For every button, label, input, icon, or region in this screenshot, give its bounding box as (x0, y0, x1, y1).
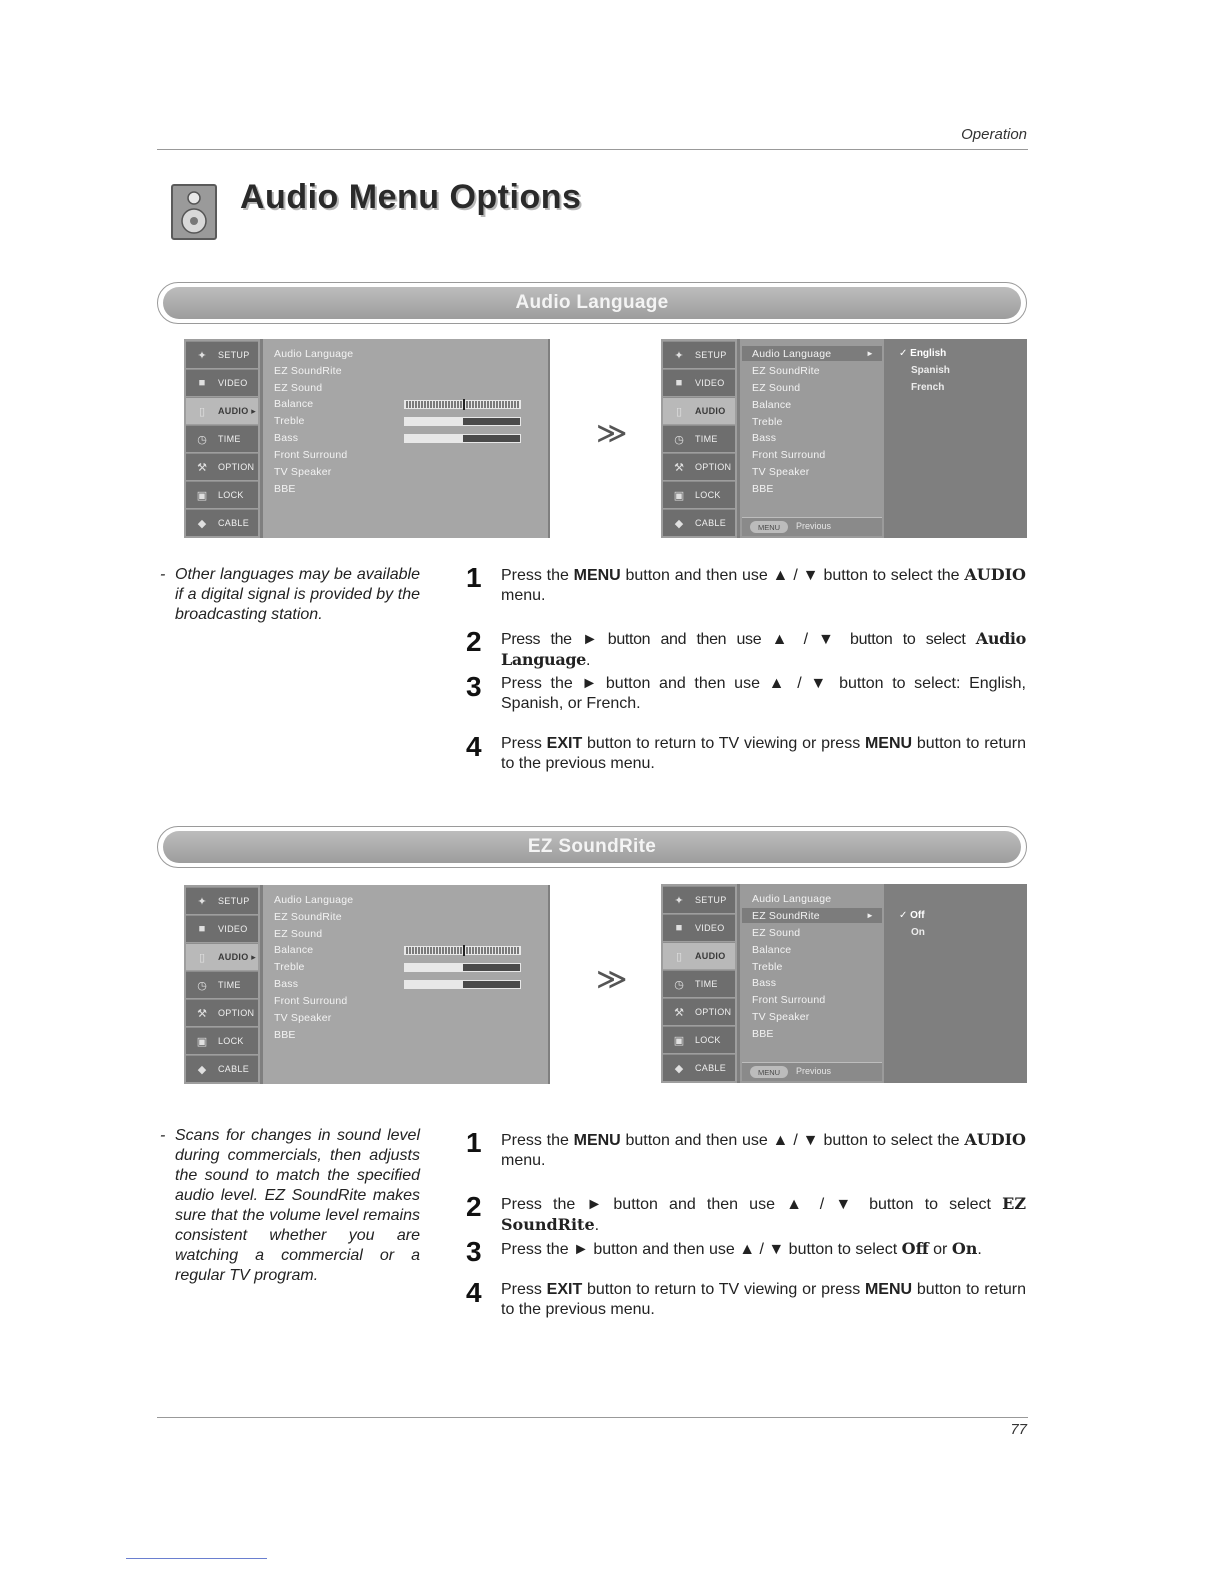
osd-menu-item: Treble (752, 961, 783, 973)
osd-sidebar-option: ⚒ OPTION (186, 453, 258, 480)
osd-audio-language-submenu (661, 339, 1027, 538)
step-4 (466, 731, 1027, 776)
osd-menu-item: Treble (274, 415, 305, 427)
clock-icon: ◷ (674, 978, 684, 991)
osd-sidebar-cable: ◆ CABLE (186, 509, 258, 536)
note-text: Other languages may be available if a digital signal is provided by the broadcasting station. (175, 566, 420, 623)
clock-icon: ◷ (197, 979, 207, 992)
bass-slider (404, 980, 521, 989)
option-spanish: Spanish (911, 365, 950, 376)
step-text: Press the ► button and then use ▲ / ▼ button to select: English, Spanish, or French. (501, 675, 1026, 712)
osd-previous-bar (742, 1062, 882, 1081)
osd-sidebar-lock: ▣ LOCK (663, 1026, 735, 1053)
osd-sidebar (184, 885, 260, 1084)
option-french: French (911, 382, 945, 393)
cable-icon: ◆ (674, 517, 684, 530)
page-title: Audio Menu Options (240, 178, 582, 216)
setup-icon: ✦ (674, 894, 684, 907)
osd-menu-item: EZ SoundRite (274, 365, 342, 377)
osd-sidebar-option: ⚒ OPTION (186, 999, 258, 1026)
balance-slider (404, 400, 521, 409)
wrench-icon: ⚒ (674, 461, 684, 474)
osd-menu-item: Audio Language (752, 348, 832, 360)
osd-sidebar-cable: ◆ CABLE (663, 509, 735, 536)
treble-slider (404, 963, 521, 972)
audio-icon: ▯ (675, 405, 683, 418)
banner-title: EZ SoundRite (527, 836, 657, 857)
bass-slider (404, 434, 521, 443)
osd-sidebar-audio: ▯ AUDIO ▸ (186, 397, 258, 424)
video-icon: ■ (675, 922, 683, 934)
setup-icon: ✦ (197, 895, 207, 908)
osd-menu-item: Balance (752, 944, 792, 956)
osd-sidebar-video: ■ VIDEO (186, 915, 258, 942)
osd-menu-item: Bass (752, 977, 777, 989)
osd-menu-item: BBE (274, 1029, 296, 1041)
step-number: 2 (466, 626, 482, 657)
audio-icon: ▯ (198, 405, 206, 418)
osd-menu-panel (740, 339, 884, 538)
submenu-arrow-icon: ► (866, 349, 874, 358)
step-text: Press the MENU button and then use ▲ / ▼ button to select the AUDIO menu. (501, 1130, 1026, 1169)
video-icon: ■ (198, 923, 206, 935)
running-header: Operation (961, 126, 1027, 143)
osd-menu-item: BBE (274, 483, 296, 495)
osd-sidebar-cable: ◆ CABLE (663, 1054, 735, 1081)
osd-sidebar (661, 339, 737, 538)
osd-menu-item: Bass (752, 432, 777, 444)
option-on: On (911, 927, 925, 938)
speaker-icon (170, 183, 220, 241)
clock-icon: ◷ (197, 433, 207, 446)
osd-menu-item: BBE (752, 483, 774, 495)
osd-menu-item: Audio Language (274, 894, 354, 906)
osd-menu-panel (740, 884, 884, 1083)
osd-sidebar (184, 339, 260, 538)
note-text: Scans for changes in sound level during commercials, then adjusts the sound to match the specified audio level. EZ SoundRite makes sure that the volume level remains consistent whether you are watching a commercial or a regular TV program. (175, 1127, 420, 1284)
osd-sidebar-lock: ▣ LOCK (663, 481, 735, 508)
osd-menu-item: TV Speaker (752, 466, 810, 478)
osd-menu-item: Balance (752, 399, 792, 411)
submenu-arrow-icon: ► (866, 911, 874, 920)
osd-menu-item: Audio Language (752, 893, 832, 905)
step-text: Press EXIT button to return to TV viewing or press MENU button to return to the previous menu. (501, 735, 1027, 772)
audio-icon: ▯ (675, 950, 683, 963)
step-number: 4 (466, 731, 482, 762)
menu-key-icon: MENU (750, 521, 788, 533)
section-banner-ez-soundrite (157, 826, 1027, 868)
osd-menu-item: Bass (274, 978, 299, 990)
video-icon: ■ (198, 377, 206, 389)
osd-sidebar-lock: ▣ LOCK (186, 1027, 258, 1054)
wrench-icon: ⚒ (674, 1006, 684, 1019)
osd-sidebar-time: ◷ TIME (663, 970, 735, 997)
step-1 (466, 1127, 1027, 1172)
treble-slider (404, 417, 521, 426)
osd-menu-item: Treble (752, 416, 783, 428)
previous-label: Previous (796, 1066, 832, 1076)
wrench-icon: ⚒ (197, 461, 207, 474)
step-number: 1 (466, 562, 482, 593)
side-note-ez-soundrite: - Scans for changes in sound level during commercials, then adjusts the sound to match the specified audio level. EZ SoundRite makes sure that the volume level remains consistent whether you are watching a commercial or a regular TV program. (160, 1127, 420, 1284)
video-icon: ■ (675, 377, 683, 389)
header-rule (157, 149, 1028, 150)
step-number: 4 (466, 1277, 482, 1308)
osd-menu-item: Balance (274, 944, 314, 956)
osd-sidebar-cable: ◆ CABLE (186, 1055, 258, 1082)
osd-menu-item: Front Surround (752, 994, 826, 1006)
osd-option-list (887, 884, 1027, 1083)
previous-label: Previous (796, 521, 832, 531)
osd-sidebar-time: ◷ TIME (663, 425, 735, 452)
step-2 (466, 1191, 1027, 1234)
osd-menu-item: Bass (274, 432, 299, 444)
osd-sidebar-setup: ✦ SETUP (663, 886, 735, 913)
step-text: Press the ► button and then use ▲ / ▼ button to select EZ SoundRite. (501, 1194, 1026, 1234)
cable-icon: ◆ (197, 1063, 207, 1076)
osd-sidebar-time: ◷ TIME (186, 971, 258, 998)
next-screen-arrow: ≫ (596, 417, 628, 450)
osd-menu-item: TV Speaker (274, 466, 332, 478)
next-screen-arrow: ≫ (596, 963, 628, 996)
osd-menu-item: Front Surround (274, 449, 348, 461)
step-number: 3 (466, 1236, 482, 1267)
osd-menu-item: EZ Sound (752, 927, 801, 939)
section-banner-audio-language (157, 282, 1027, 324)
step-4 (466, 1277, 1027, 1322)
osd-sidebar-option: ⚒ OPTION (663, 453, 735, 480)
osd-option-list (887, 339, 1027, 538)
osd-menu-item: Treble (274, 961, 305, 973)
osd-menu-item: TV Speaker (752, 1011, 810, 1023)
osd-ez-soundrite-submenu (661, 884, 1027, 1083)
osd-menu-item: EZ SoundRite (274, 911, 342, 923)
step-text: Press the MENU button and then use ▲ / ▼ button to select the AUDIO menu. (501, 565, 1026, 604)
step-3 (466, 1236, 1027, 1267)
setup-icon: ✦ (197, 349, 207, 362)
audio-icon: ▯ (198, 951, 206, 964)
lock-icon: ▣ (196, 489, 208, 502)
osd-menu-item: EZ Sound (752, 382, 801, 394)
osd-sidebar (661, 884, 737, 1083)
side-note-audio-language: - Other languages may be available if a digital signal is provided by the broadcasting station. (160, 566, 420, 623)
osd-sidebar-option: ⚒ OPTION (663, 998, 735, 1025)
step-1 (466, 562, 1027, 607)
osd-audio-menu (184, 339, 550, 538)
osd-menu-item: EZ Sound (274, 928, 323, 940)
osd-menu-item: EZ SoundRite (752, 365, 820, 377)
osd-sidebar-audio: ▯ AUDIO (663, 397, 735, 424)
cable-icon: ◆ (674, 1062, 684, 1075)
osd-menu-item: TV Speaker (274, 1012, 332, 1024)
osd-menu-item: Front Surround (752, 449, 826, 461)
osd-sidebar-time: ◷ TIME (186, 425, 258, 452)
osd-menu-panel (263, 885, 548, 1084)
step-text: Press the ► button and then use ▲ / ▼ button to select Audio Language. (501, 629, 1026, 669)
step-number: 3 (466, 671, 482, 702)
setup-icon: ✦ (674, 349, 684, 362)
lock-icon: ▣ (673, 489, 685, 502)
osd-menu-item: EZ Sound (274, 382, 323, 394)
footer-link-underline (126, 1558, 267, 1559)
osd-sidebar-video: ■ VIDEO (663, 369, 735, 396)
page-number: 77 (1010, 1421, 1027, 1438)
step-number: 2 (466, 1191, 482, 1222)
osd-previous-bar (742, 517, 882, 536)
osd-menu-item: BBE (752, 1028, 774, 1040)
osd-sidebar-audio: ▯ AUDIO (663, 942, 735, 969)
step-text: Press EXIT button to return to TV viewing or press MENU button to return to the previous menu. (501, 1281, 1027, 1318)
cable-icon: ◆ (197, 517, 207, 530)
osd-sidebar-lock: ▣ LOCK (186, 481, 258, 508)
step-text: Press the ► button and then use ▲ / ▼ button to select Off or On. (501, 1239, 982, 1258)
footer-rule (157, 1417, 1028, 1418)
osd-menu-item: Balance (274, 398, 314, 410)
osd-sidebar-audio: ▯ AUDIO ▸ (186, 943, 258, 970)
clock-icon: ◷ (674, 433, 684, 446)
osd-sidebar-video: ■ VIDEO (186, 369, 258, 396)
wrench-icon: ⚒ (197, 1007, 207, 1020)
option-english: ✓ English (899, 348, 947, 359)
step-3 (466, 671, 1027, 716)
osd-menu-item: Front Surround (274, 995, 348, 1007)
balance-slider (404, 946, 521, 955)
osd-sidebar-setup: ✦ SETUP (663, 341, 735, 368)
lock-icon: ▣ (673, 1034, 685, 1047)
banner-title: Audio Language (515, 292, 669, 313)
menu-key-icon: MENU (750, 1066, 788, 1078)
step-2 (466, 626, 1027, 669)
osd-menu-panel (263, 339, 548, 538)
option-off: ✓ Off (899, 910, 925, 921)
lock-icon: ▣ (196, 1035, 208, 1048)
step-number: 1 (466, 1127, 482, 1158)
osd-menu-item: EZ SoundRite (752, 910, 820, 922)
osd-menu-item: Audio Language (274, 348, 354, 360)
osd-audio-menu (184, 885, 550, 1084)
osd-sidebar-video: ■ VIDEO (663, 914, 735, 941)
osd-sidebar-setup: ✦ SETUP (186, 341, 258, 368)
osd-sidebar-setup: ✦ SETUP (186, 887, 258, 914)
